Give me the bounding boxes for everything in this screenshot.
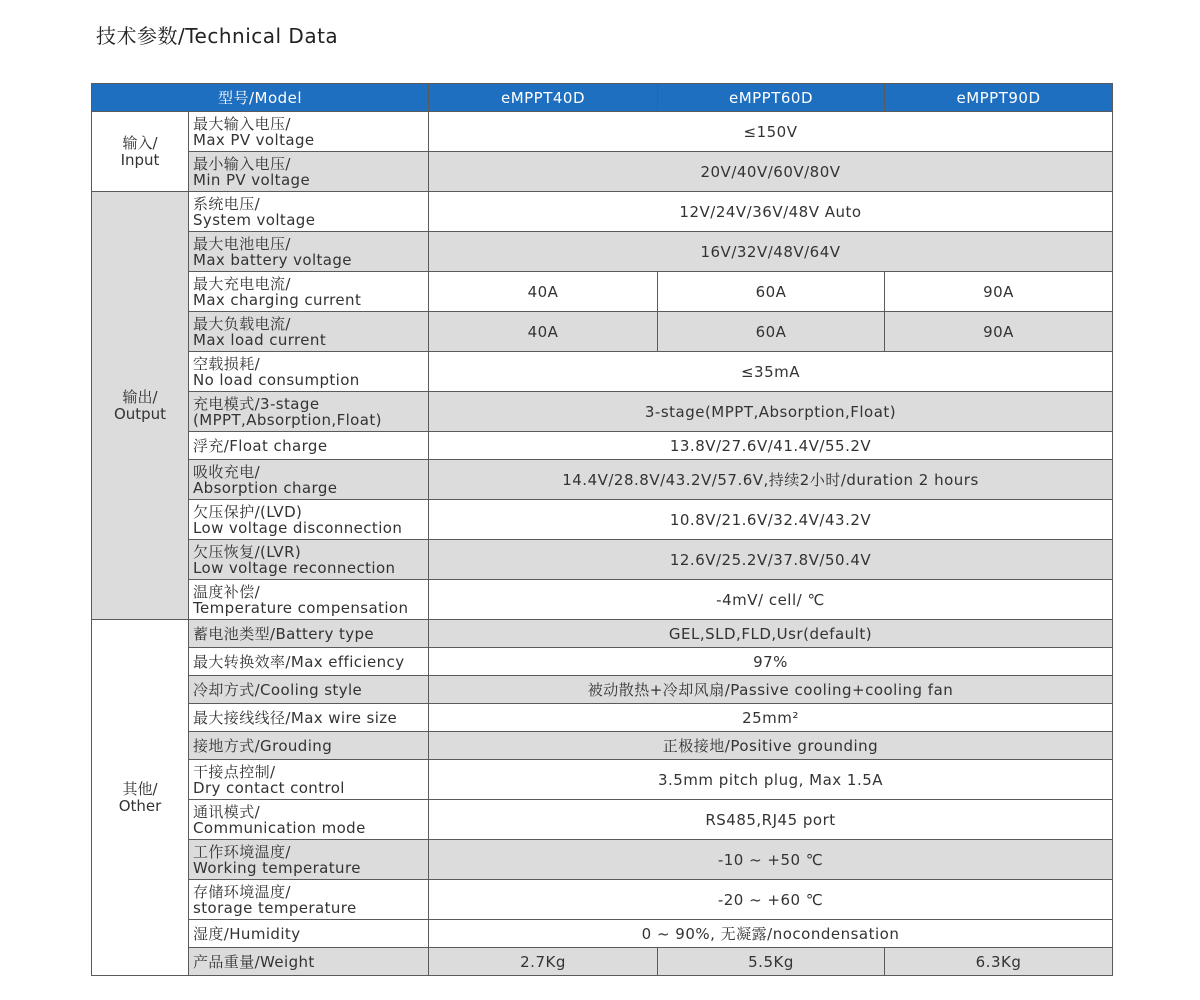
parameter-name-line: No load consumption [193,370,360,389]
table-row [92,432,1113,460]
table-row [92,460,1113,500]
parameter-name-line: (MPPT,Absorption,Float) [193,410,382,429]
parameter-name-line: 通讯模式/ [193,802,261,821]
table-row [92,948,1113,976]
parameter-name-line: Communication mode [193,818,366,837]
table-row [92,392,1113,432]
table-row [92,840,1113,880]
table-header-row [92,84,1113,112]
parameter-value: 5.5Kg [658,948,885,976]
parameter-name [189,500,429,540]
parameter-value: 2.7Kg [429,948,658,976]
parameter-value: GEL,SLD,FLD,Usr(default) [429,620,1113,648]
parameter-name-line: 湿度/Humidity [193,924,301,943]
parameter-name [189,800,429,840]
parameter-name-line: Absorption charge [193,478,338,497]
parameter-value: 3.5mm pitch plug, Max 1.5A [429,760,1113,800]
parameter-name-line: Max charging current [193,290,362,309]
parameter-name [189,676,429,704]
parameter-name [189,540,429,580]
group-label-line: Other [118,796,162,815]
parameter-name-line: 空载损耗/ [193,354,261,373]
parameter-name [189,192,429,232]
model-header-cell: eMPPT60D [658,84,885,112]
group-label-line: Input [120,150,160,169]
parameter-value: 3-stage(MPPT,Absorption,Float) [429,392,1113,432]
parameter-name-line: Working temperature [193,858,361,877]
parameter-value: 10.8V/21.6V/32.4V/43.2V [429,500,1113,540]
group-label-input [92,112,189,192]
parameter-name-line: Max load current [193,330,327,349]
parameter-value: ≤150V [429,112,1113,152]
parameter-name-line: 浮充/Float charge [193,436,328,455]
parameter-value: RS485,RJ45 port [429,800,1113,840]
parameter-name-line: 最大负载电流/ [193,314,291,333]
group-label-output [92,192,189,620]
parameter-name [189,432,429,460]
parameter-name-line: 冷却方式/Cooling style [193,680,363,699]
table-row [92,580,1113,620]
parameter-value: 90A [885,272,1113,312]
parameter-name-line: 温度补偿/ [193,582,261,601]
parameter-value: 60A [658,272,885,312]
table-row [92,920,1113,948]
table-row [92,540,1113,580]
parameter-value: 90A [885,312,1113,352]
table-row [92,760,1113,800]
parameter-value: 14.4V/28.8V/43.2V/57.6V,持续2小时/duration 2 hours [429,460,1113,500]
table-row [92,704,1113,732]
parameter-name [189,732,429,760]
parameter-value: 13.8V/27.6V/41.4V/55.2V [429,432,1113,460]
parameter-name [189,152,429,192]
parameter-value: 12V/24V/36V/48V Auto [429,192,1113,232]
parameter-name [189,620,429,648]
parameter-name-line: 欠压恢复/(LVR) [193,542,302,561]
parameter-name [189,948,429,976]
parameter-name [189,112,429,152]
technical-data-table [91,83,1113,976]
parameter-name-line: Low voltage disconnection [193,518,403,537]
table-row [92,500,1113,540]
group-label-other [92,620,189,976]
parameter-name-line: 吸收充电/ [193,462,261,481]
parameter-name [189,312,429,352]
parameter-name-line: 欠压保护/(LVD) [193,502,303,521]
parameter-name-line: 存储环境温度/ [193,882,291,901]
parameter-name [189,352,429,392]
parameter-value: 正极接地/Positive grounding [429,732,1113,760]
parameter-name [189,392,429,432]
table-row [92,880,1113,920]
parameter-value: 16V/32V/48V/64V [429,232,1113,272]
table-row [92,232,1113,272]
table-row [92,352,1113,392]
parameter-value: 97% [429,648,1113,676]
group-label-line: 输出/ [122,387,158,406]
group-label-line: 其他/ [122,779,158,798]
parameter-name-line: storage temperature [193,898,357,917]
parameter-value: ≤35mA [429,352,1113,392]
parameter-name-line: Max battery voltage [193,250,352,269]
table-row [92,620,1113,648]
table-row [92,648,1113,676]
parameter-value: 20V/40V/60V/80V [429,152,1113,192]
parameter-value: -10 ~ +50 ℃ [429,840,1113,880]
parameter-name [189,760,429,800]
parameter-value: 12.6V/25.2V/37.8V/50.4V [429,540,1113,580]
model-header-cell: eMPPT40D [429,84,658,112]
parameter-name-line: 接地方式/Grouding [193,736,333,755]
parameter-value: -20 ~ +60 ℃ [429,880,1113,920]
parameter-name [189,460,429,500]
parameter-name-line: 充电模式/3-stage [193,394,320,413]
parameter-value: 40A [429,272,658,312]
parameter-name [189,704,429,732]
model-header: 型号/Model [92,84,429,112]
table-row [92,112,1113,152]
parameter-name-line: 工作环境温度/ [193,842,291,861]
parameter-name-line: Max PV voltage [193,130,315,149]
parameter-name [189,880,429,920]
parameter-value: 25mm² [429,704,1113,732]
parameter-value: 0 ~ 90%, 无凝露/nocondensation [429,920,1113,948]
parameter-name-line: Temperature compensation [193,598,409,617]
parameter-name-line: Low voltage reconnection [193,558,396,577]
model-header-cell: eMPPT90D [885,84,1113,112]
table-row [92,800,1113,840]
table-row [92,192,1113,232]
parameter-name-line: 系统电压/ [193,194,261,213]
parameter-name [189,840,429,880]
table-row [92,272,1113,312]
parameter-name-line: 干接点控制/ [193,762,276,781]
parameter-name-line: 最大接线线径/Max wire size [193,708,398,727]
parameter-name-line: 产品重量/Weight [193,952,315,971]
parameter-name [189,272,429,312]
parameter-name [189,920,429,948]
parameter-name-line: 最大电池电压/ [193,234,291,253]
table-row [92,312,1113,352]
parameter-value: 6.3Kg [885,948,1113,976]
parameter-value: 60A [658,312,885,352]
parameter-name-line: Min PV voltage [193,170,311,189]
parameter-name [189,580,429,620]
parameter-name-line: System voltage [193,210,316,229]
parameter-value: -4mV/ cell/ ℃ [429,580,1113,620]
page-title: 技术参数/Technical Data [96,24,339,48]
parameter-name [189,232,429,272]
table-row [92,732,1113,760]
parameter-name-line: 蓄电池类型/Battery type [193,624,375,643]
table-row [92,152,1113,192]
group-label-line: Output [113,404,167,423]
parameter-value: 被动散热+冷却风扇/Passive cooling+cooling fan [429,676,1113,704]
parameter-name-line: 最小输入电压/ [193,154,291,173]
parameter-name-line: 最大充电电流/ [193,274,291,293]
group-label-line: 输入/ [122,133,158,152]
parameter-name-line: 最大转换效率/Max efficiency [193,652,405,671]
parameter-name-line: Dry contact control [193,778,345,797]
parameter-value: 40A [429,312,658,352]
parameter-name [189,648,429,676]
table-row [92,676,1113,704]
parameter-name-line: 最大输入电压/ [193,114,291,133]
